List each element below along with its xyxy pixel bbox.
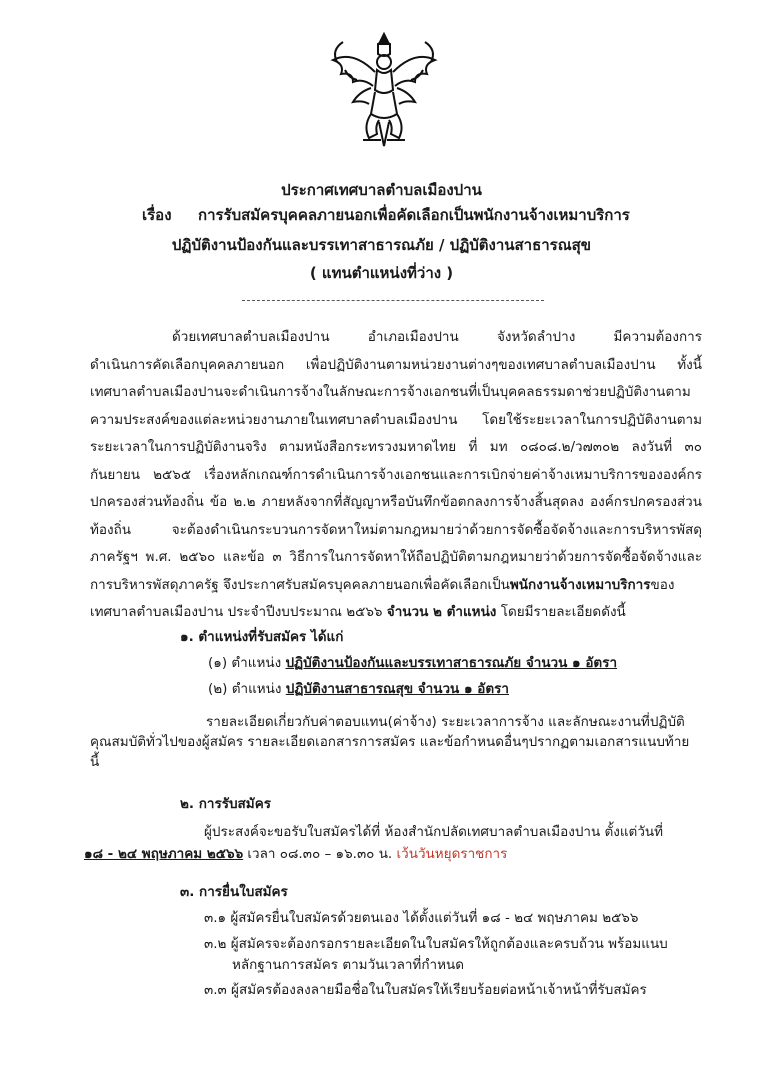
intro-line: ดำเนินการคัดเลือกบุคคลภายนอก เพื่อปฏิบัติงานตามหน่วยงานต่างๆของเทศบาลตำบลเมืองปาน ทั้งนี้: [90, 356, 702, 373]
intro-paragraph: [90, 324, 702, 627]
position-title: ปฏิบัติงานสาธารณสุข จำนวน ๑ อัตรา: [285, 681, 509, 697]
section1-heading: ๑. ตำแหน่งที่รับสมัคร ได้แก่: [180, 629, 344, 645]
intro-line: ท้องถิ่น จะต้องดำเนินกระบวนการจัดหาใหม่ตามกฎหมายว่าด้วยการจัดซื้อจัดจ้างและการบริหารพัสดุ: [90, 521, 702, 538]
position-title: ปฏิบัติงานป้องกันและบรรเทาสาธารณภัย จำนวน ๑ อัตรา: [285, 655, 618, 671]
section3-item: ๓.๑ ผู้สมัครยื่นใบสมัครด้วยตนเอง ได้ตั้งแต่วันที่ ๑๘ - ๒๔ พฤษภาคม ๒๕๖๖: [204, 910, 639, 926]
position-prefix: (๑) ตำแหน่ง: [208, 655, 286, 671]
intro-line: เทศบาลตำบลเมืองปานจะดำเนินการจ้างในลักษณะการจ้างเอกชนที่เป็นบุคคลธรรมดาช่วยปฏิบัติงานตาม: [90, 384, 691, 400]
section1-detail: [90, 712, 702, 772]
application-time: เวลา ๐๘.๓๐ – ๑๖.๓๐ น.: [243, 846, 397, 862]
intro-line: ภาครัฐฯ พ.ศ. ๒๕๖๐ และข้อ ๓ วิธีการในการจัดหาให้ถือปฏิบัติตามกฎหมายว่าด้วยการจัดซื้อจัดจ้างและ: [90, 549, 702, 565]
detail-line: รายละเอียดเกี่ยวกับค่าตอบแทน(ค่าจ้าง) ระยะเวลาการจ้าง และลักษณะงานที่ปฏิบัติ: [206, 714, 685, 730]
intro-line: [90, 599, 702, 627]
intro-line: ความประสงค์ของแต่ละหน่วยงานภายในเทศบาลตำบลเมืองปาน โดยใช้ระยะเวลาในการปฏิบัติงานตาม: [90, 411, 702, 428]
section3-item-cont: หลักฐานการสมัคร ตามวันเวลาที่กำหนด: [232, 957, 464, 973]
section3-item: ๓.๓ ผู้สมัครต้องลงลายมือชื่อในใบสมัครให้เรียบร้อยต่อหน้าเจ้าหน้าที่รับสมัคร: [204, 982, 647, 998]
intro-text: เทศบาลตำบลเมืองปาน ประจำปีงบประมาณ ๒๕๖๖: [90, 604, 387, 620]
position-type: พนักงานจ้างเหมาบริการ: [509, 576, 651, 593]
position-item-2: [208, 677, 509, 699]
subject-text-1: การรับสมัครบุคคลภายนอกเพื่อคัดเลือกเป็นพนักงานจ้างเหมาบริการ: [198, 206, 630, 224]
section3-item: ๓.๒ ผู้สมัครจะต้องกรอกรายละเอียดในใบสมัครให้ถูกต้องและครบถ้วน พร้อมแนบ: [204, 936, 668, 952]
intro-text: ของ: [650, 576, 675, 593]
intro-line: [90, 572, 702, 600]
header-divider: [242, 300, 544, 301]
garuda-emblem-icon: [323, 30, 445, 150]
position-item-1: [208, 651, 617, 673]
application-date: ๑๘ - ๒๔ พฤษภาคม ๒๕๖๖: [84, 846, 244, 862]
intro-line: กันยายน ๒๕๖๕ เรื่องหลักเกณฑ์การดำเนินการจ้างเอกชนและการเบิกจ่ายค่าจ้างเหมาบริการขององค์กร: [90, 466, 702, 483]
section2-date-line: [84, 842, 507, 864]
position-count: จำนวน ๒ ตำแหน่ง: [386, 604, 497, 620]
announcement-title: ประกาศเทศบาลตำบลเมืองปาน: [281, 181, 482, 199]
intro-line: ปกครองส่วนท้องถิ่น ข้อ ๒.๒ ภายหลังจากที่สัญญาหรือบันทึกข้อตกลงการจ้างสิ้นสุดลง องค์กรปกครองส่วน: [90, 494, 702, 510]
position-prefix: (๒) ตำแหน่ง: [208, 681, 286, 697]
subject-label: เรื่อง: [142, 206, 172, 224]
detail-line: นี้: [90, 754, 100, 770]
subject-line: [142, 203, 630, 227]
intro-text: โดยมีรายละเอียดดังนี้: [496, 604, 626, 620]
subject-text-3: ( แทนตำแหน่งที่ว่าง ): [309, 264, 454, 282]
detail-line: คุณสมบัติทั่วไปของผู้สมัคร รายละเอียดเอกสารการสมัคร และข้อกำหนดอื่นๆปรากฏตามเอกสารแนบท้าย: [90, 734, 690, 750]
intro-line: ระยะเวลาในการปฏิบัติงานจริง ตามหนังสือกระทรวงมหาดไทย ที่ มท ๐๘๐๘.๒/ว๗๓๐๒ ลงวันที่ ๓๐: [90, 439, 702, 455]
subject-text-2: ปฏิบัติงานป้องกันและบรรเทาสาธารณภัย / ปฏิบัติงานสาธารณสุข: [171, 236, 592, 254]
section3-heading: ๓. การยื่นใบสมัคร: [180, 884, 288, 900]
holiday-note: เว้นวันหยุดราชการ: [396, 846, 508, 862]
section2-heading: ๒. การรับสมัคร: [180, 796, 271, 812]
intro-text: การบริหารพัสดุภาครัฐ จึงประกาศรับสมัครบุคคลภายนอกเพื่อคัดเลือกเป็น: [90, 576, 510, 593]
section2-line: ผู้ประสงค์จะขอรับใบสมัครได้ที่ ห้องสำนักปลัดเทศบาลตำบลเมืองปาน ตั้งแต่วันที่: [204, 824, 664, 840]
intro-line: ด้วยเทศบาลตำบลเมืองปาน อำเภอเมืองปาน จังหวัดลำปาง มีความต้องการ: [172, 329, 702, 345]
